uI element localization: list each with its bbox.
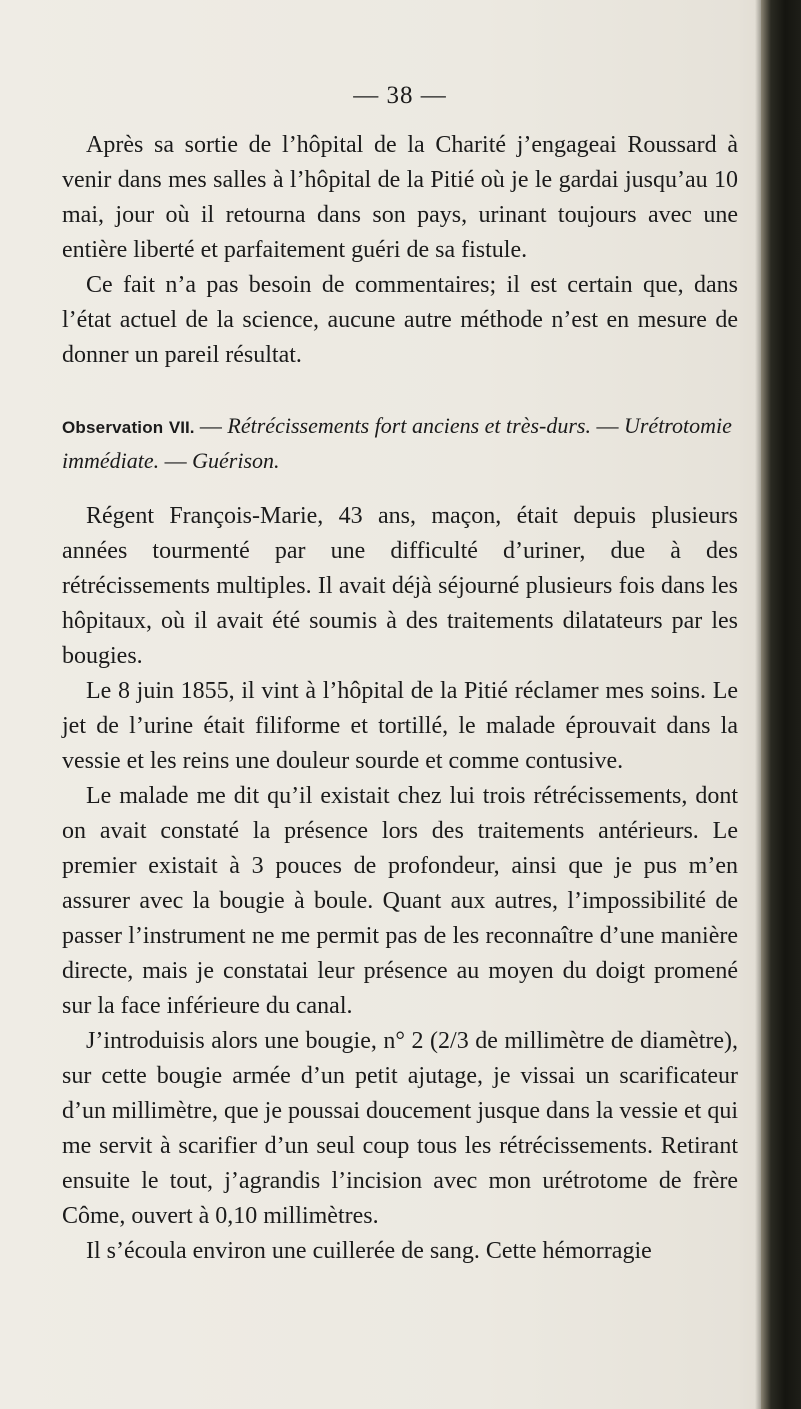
observation-dash: —	[194, 413, 228, 438]
paragraph-admission: Le 8 juin 1855, il vint à l’hôpital de la Pitié réclamer mes soins. Le jet de l’urine était filiforme et tortillé, le malade éprouvait dans la vessie et les reins une douleur sourde et comme contusive.	[62, 678, 738, 774]
paragraph-examination: Le malade me dit qu’il existait chez lui trois rétrécissements, dont on avait constaté la présence lors des traitements antérieurs. Le premier existait à 3 pouces de profondeur, ainsi que je pus m’en assurer avec la bougie à boule. Quant aux autres, l’impossibilité de passer l’instrument ne me permit pas de les reconnaître d’une manière directe, mais je constatai leur présence au moyen du doigt promené sur la face inférieure du canal.	[62, 783, 738, 1019]
observation-procedure: Urétrotomie immédiate.	[62, 413, 732, 473]
page-number: — 38 —	[353, 82, 447, 109]
observation-label: Observation	[62, 418, 164, 437]
observation-dash: —	[590, 413, 624, 438]
paragraph-bleeding: Il s’écoula environ une cuillerée de sang. Cette hémorragie	[86, 1238, 652, 1264]
paragraph-procedure: J’introduisis alors une bougie, n° 2 (2/3 de millimètre de diamètre), sur cette bougie armée d’un petit ajutage, je vissai un scarificateur d’un millimètre, que je poussai doucement jusque dans la vessie et qui me servit à scarifier d’un seul coup tous les rétrécissements. Retirant ensuite le tout, j’agrandis l’incision avec mon urétrotome de frère Côme, ouvert à 0,10 millimètres.	[62, 1028, 738, 1229]
observation-outcome: Guérison.	[192, 448, 280, 473]
page-content	[62, 82, 738, 1269]
observation-title: Rétrécissements fort anciens et très-durs.	[227, 413, 591, 438]
paragraph-roussard-discharge: Après sa sortie de l’hôpital de la Charité j’engageai Roussard à venir dans mes salles à l’hôpital de la Pitié où je le gardai jusqu’au 10 mai, jour où il retourna dans son pays, urinant toujours avec une entière liberté et parfaitement guéri de sa fistule.	[62, 132, 738, 263]
observation-dash: —	[159, 448, 193, 473]
observation-heading	[62, 409, 738, 477]
paragraph-patient-history: Régent François-Marie, 43 ans, maçon, était depuis plusieurs années tourmenté par une difficulté d’uriner, due à des rétrécissements multiples. Il avait déjà séjourné plusieurs fois dans les hôpitaux, où il avait été soumis à des traitements dilatateurs par les bougies.	[62, 503, 738, 669]
paragraph-commentary: Ce fait n’a pas besoin de commentaires; il est certain que, dans l’état actuel de la science, aucune autre méthode n’est en mesure de donner un pareil résultat.	[62, 272, 738, 368]
book-binding-edge	[761, 0, 801, 1409]
observation-number: VII.	[168, 418, 195, 437]
